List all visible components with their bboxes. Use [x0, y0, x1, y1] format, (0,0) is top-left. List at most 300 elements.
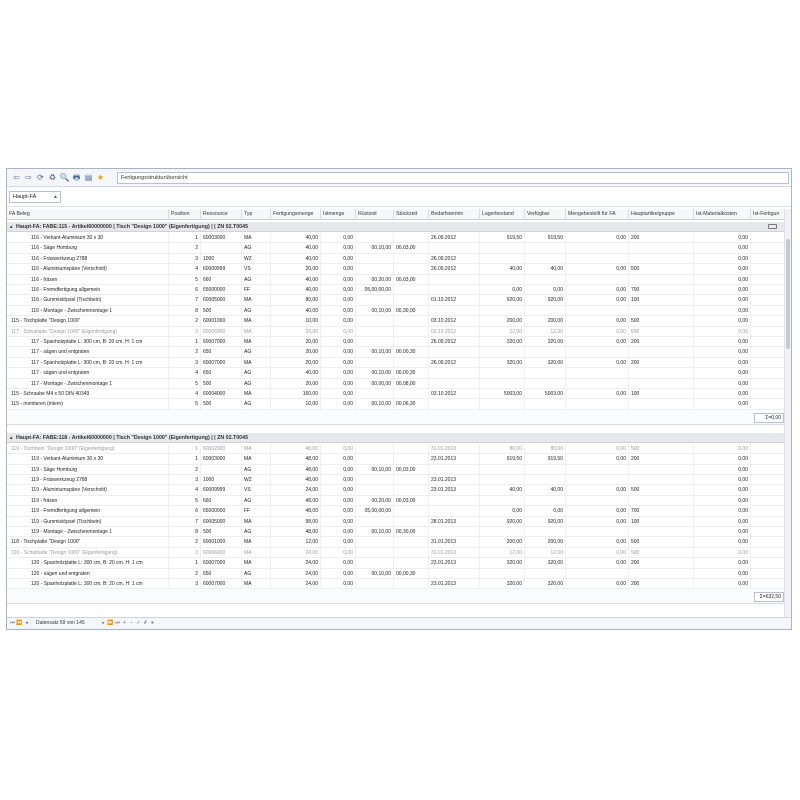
table-row[interactable]: [7, 558, 785, 568]
cell-ist: 0,00: [321, 548, 356, 558]
cell-lager: 40,00: [480, 264, 525, 274]
table-row[interactable]: [7, 454, 785, 464]
cell-termin: 23.01.2013: [429, 579, 480, 589]
cell-best: [566, 527, 629, 537]
cell-lager: [480, 254, 525, 264]
cell-ist: 0,00: [321, 379, 356, 389]
cell-ruest: [356, 337, 394, 347]
cell-best: [566, 368, 629, 378]
filter-record-icon[interactable]: ∗: [150, 620, 155, 626]
table-row[interactable]: [7, 347, 785, 357]
cell-res: 500: [201, 399, 242, 409]
cell-grp: 500: [629, 485, 694, 495]
cell-grp: 100: [629, 389, 694, 399]
cell-lager: [480, 368, 525, 378]
cell-ruest: [356, 454, 394, 464]
delete-record-icon[interactable]: −: [130, 620, 133, 626]
view-title-field: Fertigungsstrukturübersicht: [117, 172, 789, 184]
table-row[interactable]: [7, 537, 785, 547]
group-summary-row: [7, 411, 785, 425]
cell-termin: [429, 368, 480, 378]
add-record-icon[interactable]: +: [123, 620, 126, 626]
print-icon[interactable]: 🖶: [72, 173, 81, 182]
cell-menge: 160,00: [271, 389, 321, 399]
cell-verf: 920,00: [525, 295, 566, 305]
table-row[interactable]: [7, 485, 785, 495]
cell-grp: 200: [629, 454, 694, 464]
cell-mat: 0,00: [694, 475, 751, 485]
cell-menge: 24,00: [271, 569, 321, 579]
cell-verf: 200,00: [525, 537, 566, 547]
table-row[interactable]: [7, 379, 785, 389]
cell-stueck: [394, 254, 429, 264]
cell-ist-fertigung: [751, 399, 785, 409]
cell-stueck: 00,03,00: [394, 275, 429, 285]
cell-termin: 26.09.2012: [429, 254, 480, 264]
cell-verf: 12,00: [525, 548, 566, 558]
cell-ruest: [356, 295, 394, 305]
cell-termin: [429, 306, 480, 316]
cell-fa-beleg: 116 - Säge Homburg: [7, 243, 169, 253]
table-row[interactable]: [7, 358, 785, 368]
next-page-icon[interactable]: ⏩: [107, 620, 114, 626]
table-row[interactable]: [7, 306, 785, 316]
cell-menge: 20,00: [271, 327, 321, 337]
favorite-star-icon[interactable]: ★: [96, 173, 105, 182]
table-row[interactable]: [7, 327, 785, 337]
cell-pos: 3: [169, 579, 201, 589]
table-row[interactable]: [7, 285, 785, 295]
cell-menge: 48,00: [271, 506, 321, 516]
cell-grp: 500: [629, 548, 694, 558]
cell-stueck: 00,00,30: [394, 569, 429, 579]
cell-typ: MA: [242, 233, 271, 243]
table-row[interactable]: [7, 337, 785, 347]
cell-ruest: [356, 475, 394, 485]
cell-mat: 0,00: [694, 465, 751, 475]
group-header-row[interactable]: [7, 433, 785, 443]
cell-verf: 920,00: [525, 517, 566, 527]
cell-best: [566, 569, 629, 579]
cell-typ: MA: [242, 548, 271, 558]
cell-stueck: [394, 485, 429, 495]
cell-termin: [429, 569, 480, 579]
cell-best: 0,00: [566, 454, 629, 464]
cell-ist: 0,00: [321, 285, 356, 295]
cell-ist-fertigung: [751, 295, 785, 305]
group-sum-value: Σ=632,50: [754, 592, 784, 602]
cell-grp: [629, 475, 694, 485]
cell-pos: 7: [169, 295, 201, 305]
table-row[interactable]: [7, 254, 785, 264]
cell-menge: 80,00: [271, 295, 321, 305]
cell-pos: 2: [169, 569, 201, 579]
cell-mat: 0,00: [694, 316, 751, 326]
cell-termin: [429, 379, 480, 389]
column-header[interactable]: Typ: [242, 209, 271, 220]
table-row[interactable]: [7, 579, 785, 589]
cell-pos: 2: [169, 347, 201, 357]
column-header[interactable]: Ressource: [201, 209, 242, 220]
divider: [7, 206, 791, 207]
cell-ist: 0,00: [321, 295, 356, 305]
cell-menge: 40,00: [271, 285, 321, 295]
cell-ist-fertigung: [751, 496, 785, 506]
cell-lager: 12,00: [480, 327, 525, 337]
cell-fa-beleg: 115 - Schraube M4 x 50 DIN 40349: [7, 389, 169, 399]
cell-mat: 0,00: [694, 368, 751, 378]
cell-typ: MA: [242, 358, 271, 368]
cell-best: 0,00: [566, 537, 629, 547]
cell-ist-fertigung: [751, 454, 785, 464]
cell-stueck: [394, 295, 429, 305]
cell-ist: 0,00: [321, 569, 356, 579]
table-row[interactable]: [7, 517, 785, 527]
cell-pos: 1: [169, 558, 201, 568]
cell-menge: 20,00: [271, 358, 321, 368]
cell-verf: [525, 475, 566, 485]
cell-res: 60003000: [201, 233, 242, 243]
cell-mat: 0,00: [694, 485, 751, 495]
table-row[interactable]: [7, 295, 785, 305]
cell-typ: AG: [242, 465, 271, 475]
cell-ruest: 00,10,00: [356, 368, 394, 378]
cell-res: 1000: [201, 254, 242, 264]
cell-grp: 500: [629, 444, 694, 454]
cell-pos: 3: [169, 327, 201, 337]
cell-lager: [480, 527, 525, 537]
cell-verf: 320,00: [525, 337, 566, 347]
cell-ruest: 00,10,00: [356, 465, 394, 475]
cell-best: [566, 243, 629, 253]
cell-grp: 100: [629, 517, 694, 527]
cell-stueck: 00,00,30: [394, 347, 429, 357]
cell-ist-fertigung: [751, 444, 785, 454]
cell-best: 0,00: [566, 285, 629, 295]
cell-fa-beleg: 119 - Montage - Zwischenmontage 1: [7, 527, 169, 537]
cell-lager: [480, 379, 525, 389]
vertical-scrollbar[interactable]: [784, 209, 791, 619]
cell-mat: 0,00: [694, 254, 751, 264]
cell-typ: AG: [242, 399, 271, 409]
group-sum-value: Σ=0,00: [754, 413, 784, 423]
cell-best: 0,00: [566, 337, 629, 347]
cell-ist: 0,00: [321, 264, 356, 274]
cell-ist: 0,00: [321, 347, 356, 357]
scrollbar-thumb[interactable]: [786, 239, 790, 349]
cell-mat: 0,00: [694, 264, 751, 274]
cell-mat: 0,00: [694, 444, 751, 454]
cell-ist-fertigung: [751, 485, 785, 495]
column-header[interactable]: Verfügbar: [525, 209, 566, 220]
cell-typ: AG: [242, 275, 271, 285]
cell-stueck: [394, 327, 429, 337]
cell-best: 0,00: [566, 506, 629, 516]
cell-res: 660: [201, 275, 242, 285]
fertigungsstruktur-window: [6, 168, 792, 630]
forward-arrow-icon[interactable]: ⇨: [25, 173, 32, 182]
cell-termin: 26.09.2012: [429, 264, 480, 274]
cell-termin: 03.10.2012: [429, 327, 480, 337]
collapse-icon[interactable]: ▴: [10, 434, 13, 441]
table-row[interactable]: [7, 243, 785, 253]
cell-grp: [629, 527, 694, 537]
column-header[interactable]: FA Beleg: [7, 209, 169, 220]
cell-lager: 0,00: [480, 285, 525, 295]
next-record-icon[interactable]: ▸: [102, 620, 105, 626]
cell-lager: [480, 243, 525, 253]
cell-typ: FF: [242, 285, 271, 295]
column-header[interactable]: Rüstzeit: [356, 209, 394, 220]
cell-grp: [629, 347, 694, 357]
table-row[interactable]: [7, 316, 785, 326]
cell-ist-fertigung: [751, 254, 785, 264]
cell-res: 500: [201, 379, 242, 389]
confirm-icon[interactable]: ✓: [136, 620, 141, 626]
cell-res: 60002000: [201, 444, 242, 454]
cell-mat: 0,00: [694, 379, 751, 389]
table-row[interactable]: [7, 569, 785, 579]
table-row[interactable]: [7, 506, 785, 516]
cell-menge: 40,00: [271, 233, 321, 243]
cell-ist: 0,00: [321, 527, 356, 537]
cell-typ: AG: [242, 368, 271, 378]
cell-lager: 320,00: [480, 358, 525, 368]
cell-menge: 24,00: [271, 485, 321, 495]
column-header[interactable]: Mengebestellt für FA: [566, 209, 629, 220]
cell-res: 650: [201, 569, 242, 579]
cell-mat: 0,00: [694, 295, 751, 305]
cell-verf: [525, 569, 566, 579]
table-row[interactable]: [7, 275, 785, 285]
cell-ruest: 00,10,00: [356, 347, 394, 357]
cell-grp: [629, 306, 694, 316]
cancel-icon[interactable]: ✗: [143, 620, 148, 626]
cell-lager: 5003,00: [480, 389, 525, 399]
column-header[interactable]: Lagerbestand: [480, 209, 525, 220]
cell-grp: [629, 379, 694, 389]
table-row[interactable]: [7, 527, 785, 537]
cell-best: 0,00: [566, 558, 629, 568]
column-header[interactable]: Bedarfstermin: [429, 209, 480, 220]
cell-mat: 0,00: [694, 285, 751, 295]
cell-verf: 40,00: [525, 485, 566, 495]
cell-lager: [480, 496, 525, 506]
cell-verf: [525, 465, 566, 475]
cell-ruest: 00,20,00: [356, 275, 394, 285]
cell-fa-beleg: 116 - Verkant-Aluminium 30 x 30: [7, 233, 169, 243]
cell-lager: [480, 347, 525, 357]
cell-stueck: [394, 444, 429, 454]
cell-ruest: 00,10,00: [356, 399, 394, 409]
cell-menge: 48,00: [271, 475, 321, 485]
cell-stueck: 00,30,00: [394, 306, 429, 316]
cell-fa-beleg: 120 - Spanholzplatte L: 300 cm, B: 20 cm, H: 1 cm: [7, 579, 169, 589]
cell-lager: [480, 475, 525, 485]
cell-pos: 4: [169, 485, 201, 495]
cell-menge: 48,00: [271, 465, 321, 475]
refresh-icon[interactable]: ⟳: [37, 173, 44, 182]
data-grid: [7, 209, 785, 619]
column-header[interactable]: Ist-Fertigun: [751, 209, 785, 220]
cell-mat: 0,00: [694, 306, 751, 316]
table-row[interactable]: [7, 399, 785, 409]
cell-termin: [429, 275, 480, 285]
statusbar: [7, 617, 791, 629]
group-options-icon[interactable]: [768, 224, 777, 229]
table-row[interactable]: [7, 233, 785, 243]
table-row[interactable]: [7, 465, 785, 475]
table-row[interactable]: [7, 548, 785, 558]
cell-termin: 28.01.2013: [429, 517, 480, 527]
cell-ruest: 05,00,00,00: [356, 506, 394, 516]
cell-typ: AG: [242, 569, 271, 579]
cell-fa-beleg: 120 - sägen und entgraten: [7, 569, 169, 579]
cell-termin: [429, 506, 480, 516]
cell-pos: 4: [169, 264, 201, 274]
column-header[interactable]: Position: [169, 209, 201, 220]
cell-grp: [629, 465, 694, 475]
column-header[interactable]: Hauptartikelgruppe: [629, 209, 694, 220]
prev-record-icon[interactable]: ◂: [25, 620, 28, 626]
cell-ist: 0,00: [321, 399, 356, 409]
cell-stueck: [394, 475, 429, 485]
cell-termin: 01.10.2012: [429, 295, 480, 305]
cell-pos: 2: [169, 465, 201, 475]
table-row[interactable]: [7, 444, 785, 454]
cell-verf: 320,00: [525, 358, 566, 368]
cell-ist-fertigung: [751, 285, 785, 295]
table-row[interactable]: [7, 389, 785, 399]
chevron-up-icon[interactable]: ▲: [53, 194, 58, 200]
cell-grp: 200: [629, 558, 694, 568]
cell-pos: 3: [169, 254, 201, 264]
cell-best: 0,00: [566, 358, 629, 368]
cell-ist: 0,00: [321, 306, 356, 316]
cell-best: [566, 399, 629, 409]
cell-lager: 920,00: [480, 295, 525, 305]
cell-pos: 6: [169, 285, 201, 295]
prev-page-icon[interactable]: ⏪: [16, 620, 23, 626]
cell-ist-fertigung: [751, 316, 785, 326]
cell-ist-fertigung: [751, 233, 785, 243]
cell-ruest: 00,10,00: [356, 306, 394, 316]
table-row[interactable]: [7, 264, 785, 274]
cell-grp: [629, 368, 694, 378]
table-row[interactable]: [7, 496, 785, 506]
cell-typ: VS: [242, 485, 271, 495]
cell-res: 1000: [201, 475, 242, 485]
back-arrow-icon[interactable]: ⇦: [13, 173, 20, 182]
column-header[interactable]: Fertigungsmenge: [271, 209, 321, 220]
cell-verf: 200,00: [525, 316, 566, 326]
cell-ist: 0,00: [321, 358, 356, 368]
cell-menge: 40,00: [271, 254, 321, 264]
cell-termin: 31.01.2013: [429, 548, 480, 558]
cell-mat: 0,00: [694, 233, 751, 243]
cell-mat: 0,00: [694, 243, 751, 253]
group-header-row[interactable]: [7, 222, 785, 232]
group-summary-row: [7, 590, 785, 604]
table-row[interactable]: [7, 475, 785, 485]
cell-stueck: [394, 233, 429, 243]
cell-pos: 1: [169, 454, 201, 464]
search-icon[interactable]: 🔍: [59, 173, 70, 182]
cell-best: 0,00: [566, 316, 629, 326]
collapse-icon[interactable]: ▴: [10, 224, 13, 230]
cell-best: 0,00: [566, 485, 629, 495]
group-by-combo[interactable]: [9, 191, 61, 203]
cell-res: [201, 243, 242, 253]
column-header[interactable]: Istmenge: [321, 209, 356, 220]
cell-fa-beleg: 117 - Montage - Zwischenmontage 1: [7, 379, 169, 389]
cell-best: [566, 254, 629, 264]
cell-best: [566, 347, 629, 357]
cell-lager: 40,00: [480, 485, 525, 495]
cell-termin: [429, 243, 480, 253]
cell-ist: 0,00: [321, 579, 356, 589]
cell-ist: 0,00: [321, 389, 356, 399]
first-record-icon[interactable]: ⏮: [10, 620, 15, 626]
column-header[interactable]: Stückzeit: [394, 209, 429, 220]
export-icon[interactable]: ▤: [84, 173, 93, 182]
cell-fa-beleg: 119 - Tischbein "Design 1000" (Eigenfertigung): [7, 444, 169, 454]
cell-grp: [629, 569, 694, 579]
cell-mat: 0,00: [694, 327, 751, 337]
cell-best: 0,00: [566, 233, 629, 243]
cell-mat: 0,00: [694, 496, 751, 506]
cell-grp: 200: [629, 233, 694, 243]
cell-menge: 12,00: [271, 537, 321, 547]
cell-res: 65000000: [201, 506, 242, 516]
cell-stueck: [394, 316, 429, 326]
cell-termin: [429, 285, 480, 295]
cell-lager: 80,00: [480, 444, 525, 454]
cell-pos: 2: [169, 537, 201, 547]
cell-pos: 3: [169, 358, 201, 368]
filter-icon[interactable]: ♻: [48, 173, 57, 182]
cell-fa-beleg: 119 - Gummistöpsel (Tischbein): [7, 517, 169, 527]
cell-lager: 12,00: [480, 548, 525, 558]
cell-menge: 20,00: [271, 379, 321, 389]
cell-fa-beleg: 118 - Tischplatte "Design 1000": [7, 537, 169, 547]
cell-fa-beleg: 116 - Fräswerkzeug 2788: [7, 254, 169, 264]
table-row[interactable]: [7, 368, 785, 378]
cell-ist-fertigung: [751, 506, 785, 516]
cell-ist-fertigung: [751, 465, 785, 475]
cell-typ: MA: [242, 295, 271, 305]
cell-pos: 5: [169, 275, 201, 285]
cell-res: 650: [201, 368, 242, 378]
cell-pos: 1: [169, 337, 201, 347]
cell-fa-beleg: 117 - sägen und entgraten: [7, 368, 169, 378]
cell-typ: MA: [242, 454, 271, 464]
cell-ruest: [356, 264, 394, 274]
cell-verf: [525, 306, 566, 316]
cell-best: [566, 306, 629, 316]
cell-termin: 23.01.2013: [429, 558, 480, 568]
cell-ruest: [356, 316, 394, 326]
last-record-icon[interactable]: ⏭: [115, 620, 120, 626]
cell-menge: 24,00: [271, 548, 321, 558]
cell-ist-fertigung: [751, 379, 785, 389]
cell-stueck: [394, 358, 429, 368]
cell-fa-beleg: 116 - Montage - Zwischenmontage 1: [7, 306, 169, 316]
column-header[interactable]: Ist-Materialkosten: [694, 209, 751, 220]
cell-res: 65000000: [201, 285, 242, 295]
cell-ist-fertigung: [751, 358, 785, 368]
cell-verf: [525, 347, 566, 357]
